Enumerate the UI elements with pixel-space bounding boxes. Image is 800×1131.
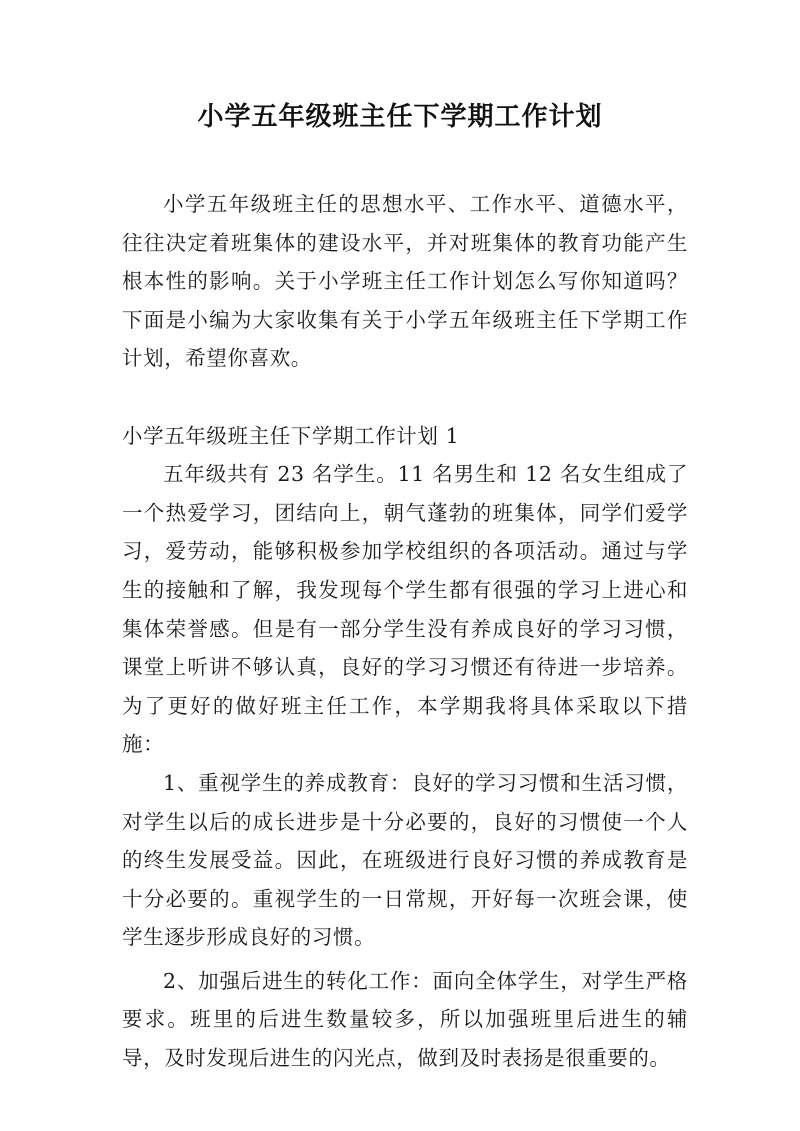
section-heading: 小学五年级班主任下学期工作计划 1 — [122, 423, 460, 448]
document-body — [122, 185, 688, 1078]
body-paragraph-3: 2、加强后进生的转化工作：面向全体学生，对学生严格要求。班里的后进生数量较多，所以加强班里后进生的辅导，及时发现后进生的闪光点，做到及时表扬是很重要的。 — [122, 968, 688, 1071]
intro-paragraph: 小学五年级班主任的思想水平、工作水平、道德水平，往往决定着班集体的建设水平，并对班集体的教育功能产生根本性的影响。关于小学班主任工作计划怎么写你知道吗？下面是小编为大家收集有关于小学五年级班主任下学期工作计划，希望你喜欢。 — [122, 192, 688, 371]
body-paragraph-1: 五年级共有 23 名学生。11 名男生和 12 名女生组成了一个热爱学习，团结向上，朝气蓬勃的班集体，同学们爱学习，爱劳动，能够积极参加学校组织的各项活动。通过与学生的接触和了解，我发现每个学生都有很强的学习上进心和集体荣誉感。但是有一部分学生没有养成良好的学习习惯，课堂上听讲不够认真，良好的学习习惯还有待进一步培养。为了更好的做好班主任工作，本学期我将具体采取以下措施： — [122, 462, 688, 757]
body-paragraph-2: 1、重视学生的养成教育：良好的学习习惯和生活习惯，对学生以后的成长进步是十分必要的，良好的习惯使一个人的终生发展受益。因此，在班级进行良好习惯的养成教育是十分必要的。重视学生的一日常规，开好每一次班会课，使学生逐步形成良好的习惯。 — [122, 770, 688, 950]
document-title: 小学五年级班主任下学期工作计划 — [197, 102, 603, 132]
